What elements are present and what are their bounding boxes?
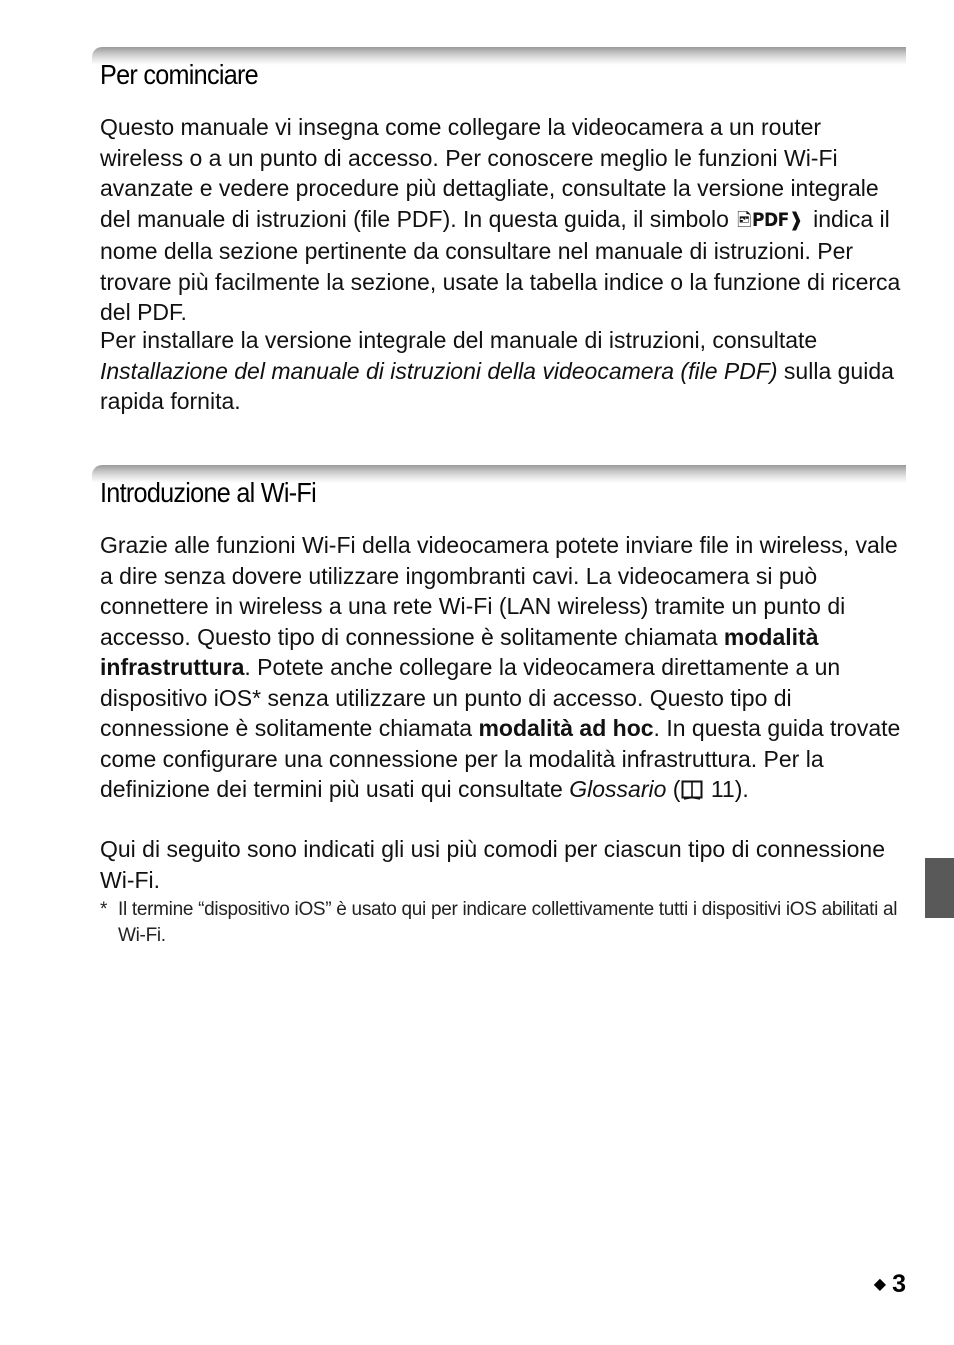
glossary-page-ref: 11 bbox=[704, 776, 735, 802]
chapter-side-tab bbox=[925, 858, 954, 918]
wifi-paragraph bbox=[100, 530, 906, 808]
pdf-doc-icon: 🖻 bbox=[736, 209, 751, 231]
footnote-text: Il termine “dispositivo iOS” è usato qui per indicare collettivamente tutti i dispositivi iOS abilitati al Wi-Fi. bbox=[118, 899, 898, 946]
wifi-text-e: ). bbox=[734, 776, 749, 802]
glossary-reference: Glossario bbox=[569, 776, 667, 802]
page-number bbox=[874, 1270, 906, 1299]
usage-text: Qui di seguito sono indicati gli usi più comodi per ciascun tipo di connessione Wi-Fi. bbox=[100, 836, 886, 893]
usage-paragraph bbox=[100, 834, 906, 895]
book-icon bbox=[681, 777, 703, 808]
install-guide-title: Installazione del manuale di istruzioni della videocamera (file PDF) bbox=[100, 357, 778, 384]
install-paragraph bbox=[100, 325, 906, 417]
term-infrastructure-mode: modalità infrastruttura bbox=[100, 623, 819, 680]
wifi-text-c: . In questa guida trovate come configurare una connessione per la modalità infrastruttura. Per la definizione dei termini più usati qui consultate bbox=[100, 715, 901, 802]
install-text-a: Per installare la versione integrale del manuale di istruzioni, consultate bbox=[100, 327, 818, 353]
intro-text-a: Questo manuale vi insegna come collegare la videocamera a un router wireless o a un punto di accesso. Per conoscere meglio le funzioni Wi-Fi avanzate e vedere procedure più dettagliate, consultate la versione integrale del manuale di istruzioni (file PDF). In questa guida, il simbolo bbox=[100, 114, 879, 232]
intro-text-b: indica il nome della sezione pertinente da consultare nel manuale di istruzioni. Per trovare più facilmente la sezione, usate la tabella indice o la funzione di ricerca del PDF. bbox=[100, 205, 901, 325]
term-ad-hoc-mode: modalità ad hoc bbox=[478, 715, 654, 741]
footnote-mark: * bbox=[100, 899, 108, 920]
pdf-reference-icon bbox=[737, 205, 803, 237]
footnote bbox=[100, 897, 906, 949]
diamond-icon: ◆ bbox=[873, 1276, 887, 1293]
wifi-text-a: Grazie alle funzioni Wi-Fi della videocamera potete inviare file in wireless, vale a dire senza dovere utilizzare ingombranti cavi. La videocamera si può connettere in wireless a una rete Wi-Fi (LAN wireless) tramite un punto di accesso. Questo tipo di connessione è solitamente chiamata bbox=[100, 532, 898, 650]
page-number-value: 3 bbox=[892, 1270, 906, 1298]
section-title-per-cominciare: Per cominciare bbox=[100, 59, 258, 90]
pdf-symbol-label: PDF❱ bbox=[751, 208, 803, 231]
intro-paragraph bbox=[100, 112, 906, 328]
wifi-text-d: ( bbox=[666, 776, 681, 802]
section-title-introduzione-wifi: Introduzione al Wi-Fi bbox=[100, 477, 316, 508]
wifi-text-b: . Potete anche collegare la videocamera direttamente a un dispositivo iOS* senza utilizzare un punto di accesso. Questo tipo di connessione è solitamente chiamata bbox=[100, 654, 841, 741]
install-text-b: sulla guida rapida fornita. bbox=[100, 357, 894, 414]
